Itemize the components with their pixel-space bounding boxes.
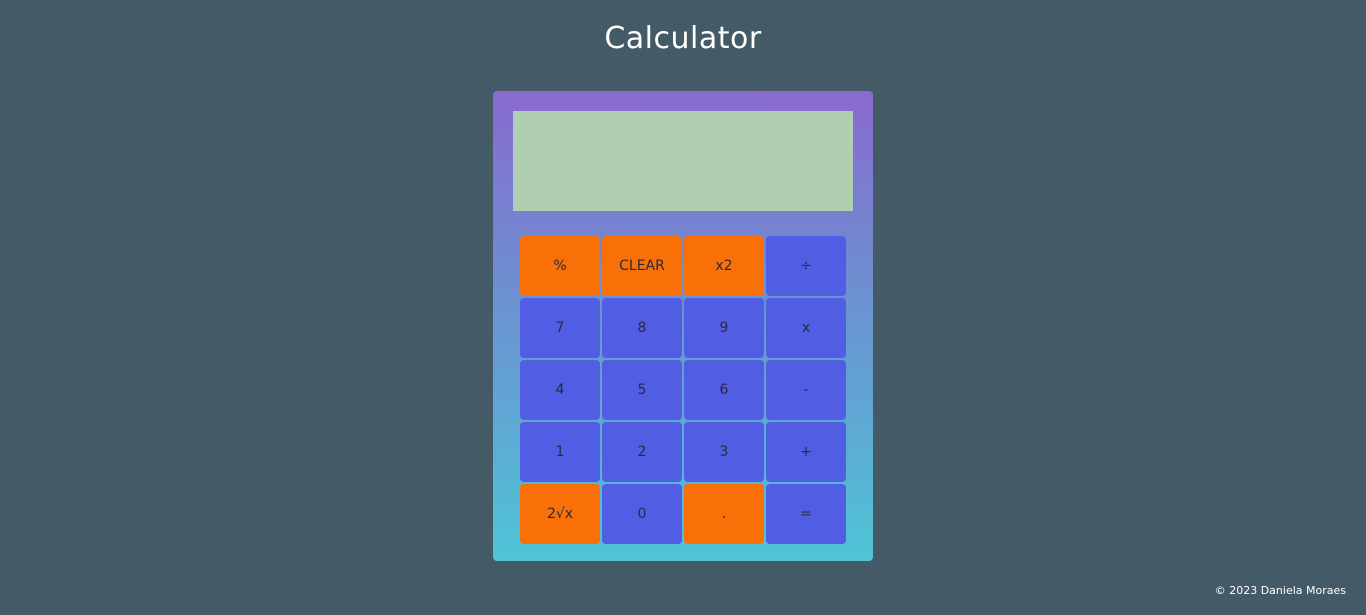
digit-3-button[interactable]: 3 [684,422,764,482]
multiply-button[interactable]: x [766,298,846,358]
digit-4-button[interactable]: 4 [520,360,600,420]
digit-7-button[interactable]: 7 [520,298,600,358]
clear-button[interactable]: CLEAR [602,236,682,296]
digit-2-button[interactable]: 2 [602,422,682,482]
digit-5-button[interactable]: 5 [602,360,682,420]
equals-button[interactable]: = [766,484,846,544]
calculator [493,91,873,561]
keypad [520,236,846,544]
digit-6-button[interactable]: 6 [684,360,764,420]
add-button[interactable]: + [766,422,846,482]
square-button[interactable]: x2 [684,236,764,296]
subtract-button[interactable]: - [766,360,846,420]
decimal-button[interactable]: . [684,484,764,544]
calculator-display [513,111,853,211]
percent-button[interactable]: % [520,236,600,296]
digit-8-button[interactable]: 8 [602,298,682,358]
footer-copyright: © 2023 Daniela Moraes [1214,584,1346,597]
page-title: Calculator [604,21,762,56]
digit-1-button[interactable]: 1 [520,422,600,482]
digit-0-button[interactable]: 0 [602,484,682,544]
digit-9-button[interactable]: 9 [684,298,764,358]
divide-button[interactable]: ÷ [766,236,846,296]
square-root-button[interactable]: 2√x [520,484,600,544]
